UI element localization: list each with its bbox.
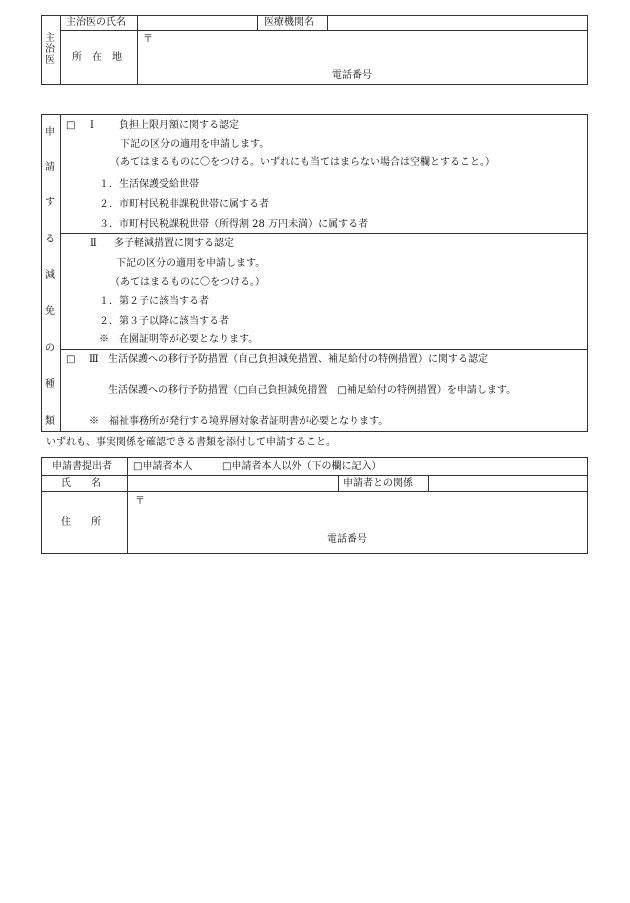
relation-field[interactable] — [432, 478, 584, 490]
submitter-address-label: 住 所 — [61, 517, 101, 528]
side-char: る — [45, 234, 55, 245]
section1-title: 負担上限月額に関する認定 — [119, 120, 239, 131]
side-char: す — [45, 197, 55, 208]
relation-label-left — [338, 475, 339, 491]
section1-line1: 下記の区分の適用を申請します。 — [120, 139, 270, 150]
section2-numeral: Ⅱ — [90, 238, 97, 249]
institution-label: 医療機関名 — [264, 17, 314, 28]
doctor-label-divider — [137, 15, 138, 85]
section3-checkbox[interactable]: □ — [66, 354, 76, 365]
institution-label-right — [327, 15, 328, 30]
section3-line1: 生活保護への移行予防措置（□自己負担減免措置 □補足給付の特例措置）を申請します。 — [108, 385, 517, 396]
side-char: の — [45, 343, 55, 354]
doctor-name-label: 主治医の氏名 — [66, 17, 126, 28]
doctor-postal-mark: 〒 — [143, 34, 153, 45]
section1-line2: （あてはまるものに〇をつける。いずれにも当てはまらない場合は空欄とすること。） — [110, 157, 495, 168]
doctor-row-divider — [60, 30, 588, 31]
section2-divider — [60, 349, 588, 350]
doctor-address-label: 所 在 地 — [72, 52, 122, 63]
submitter-label-divider — [127, 457, 128, 554]
section2-title: 多子軽減措置に関する認定 — [114, 238, 234, 249]
side-char: 減 — [45, 270, 55, 281]
side-char: 申 — [45, 127, 55, 138]
submitter-self-option[interactable]: □申請者本人 — [133, 461, 193, 472]
doctor-side-label: 主 治 医 — [45, 33, 55, 66]
section1-item-2[interactable]: ２．市町村民税非課税世帯に属する者 — [99, 199, 269, 210]
submitter-postal-mark: 〒 — [135, 496, 145, 507]
section2-item-2[interactable]: ２．第３子以降に該当する者 — [99, 316, 229, 327]
submitter-address-field[interactable] — [147, 496, 582, 530]
section3-numeral: Ⅲ — [89, 354, 99, 365]
doctor-side-divider — [60, 15, 61, 85]
doctor-phone-label: 電話番号 — [332, 70, 372, 81]
side-char: 請 — [45, 162, 55, 173]
institution-field[interactable] — [331, 17, 583, 29]
submitter-row2-divider — [41, 491, 588, 492]
section2-line2: （あてはまるものに〇をつける。） — [110, 277, 265, 288]
submitter-phone-label: 電話番号 — [327, 534, 367, 545]
doctor-address-field[interactable] — [155, 34, 580, 66]
section3-note: ※ 福祉事務所が発行する境界層対象者証明書が必要となります。 — [89, 416, 389, 427]
side-char: 種 — [45, 379, 55, 390]
institution-label-left — [257, 15, 258, 30]
application-side-divider — [60, 114, 61, 432]
submitter-name-label: 氏 名 — [61, 478, 101, 489]
section2-note: ※ 在園証明等が必要となります。 — [99, 334, 259, 345]
doctor-name-field[interactable] — [141, 17, 253, 29]
submitter-other-option[interactable]: □申請者本人以外（下の欄に記入） — [222, 461, 382, 472]
relation-label: 申請者との関係 — [343, 478, 413, 489]
side-char: 類 — [45, 416, 55, 427]
section3-title: 生活保護への移行予防措置（自己負担減免措置、補足給付の特例措置）に関する認定 — [108, 354, 488, 365]
section1-item-1[interactable]: １．生活保護受給世帯 — [99, 179, 199, 190]
section2-line1: 下記の区分の適用を申請します。 — [116, 258, 266, 269]
relation-label-right — [428, 475, 429, 491]
attach-note: いずれも、事実関係を確認できる書類を添付して申請すること。 — [46, 437, 336, 448]
submitter-label: 申請書提出者 — [52, 461, 112, 472]
submitter-name-field[interactable] — [131, 478, 334, 490]
section1-divider — [60, 233, 588, 234]
section1-checkbox[interactable]: □ — [66, 120, 76, 131]
side-char: 免 — [45, 306, 55, 317]
section1-numeral: Ⅰ — [90, 120, 94, 131]
section1-item-3[interactable]: ３．市町村民税課税世帯（所得割 28 万円未満）に属する者 — [99, 219, 369, 230]
submitter-row1-divider — [41, 475, 588, 476]
section2-item-1[interactable]: １．第２子に該当する者 — [99, 296, 209, 307]
